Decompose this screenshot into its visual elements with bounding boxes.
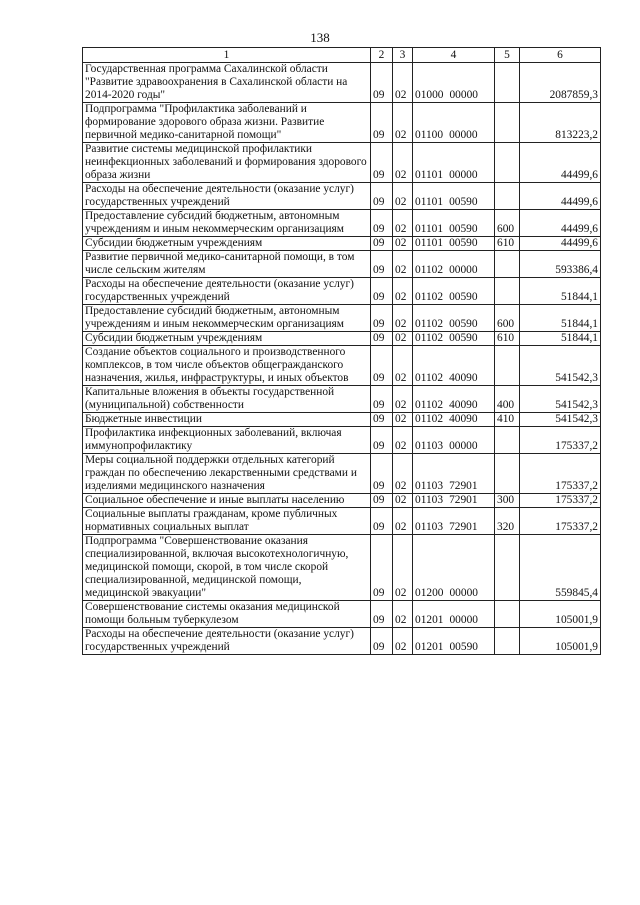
row-target-code xyxy=(413,535,495,601)
row-target-code xyxy=(413,278,495,305)
row-name: Бюджетные инвестиции xyxy=(83,413,371,427)
row-subsection: 02 xyxy=(393,332,413,346)
column-header: 6 xyxy=(520,48,601,63)
row-target-code xyxy=(413,427,495,454)
target-code-direction: 00590 xyxy=(449,291,478,303)
row-name: Капитальные вложения в объекты государственной (муниципальной) собственности xyxy=(83,386,371,413)
row-expense-type xyxy=(495,143,520,183)
table-row xyxy=(83,251,601,278)
column-header: 1 xyxy=(83,48,371,63)
table-row xyxy=(83,535,601,601)
row-subsection: 02 xyxy=(393,628,413,655)
target-code-program: 01103 xyxy=(415,480,444,492)
row-target-code xyxy=(413,63,495,103)
row-section: 09 xyxy=(371,427,393,454)
table-row xyxy=(83,278,601,305)
table-header-row xyxy=(83,48,601,63)
target-code-program: 01200 xyxy=(415,587,444,599)
row-expense-type: 610 xyxy=(495,332,520,346)
row-expense-type: 320 xyxy=(495,508,520,535)
page-number: 138 xyxy=(310,30,330,45)
row-section: 09 xyxy=(371,454,393,494)
table-row xyxy=(83,63,601,103)
row-expense-type: 300 xyxy=(495,494,520,508)
row-section: 09 xyxy=(371,346,393,386)
row-amount: 44499,6 xyxy=(520,143,601,183)
row-section: 09 xyxy=(371,305,393,332)
row-subsection: 02 xyxy=(393,413,413,427)
column-header: 3 xyxy=(393,48,413,63)
row-target-code xyxy=(413,454,495,494)
row-amount: 51844,1 xyxy=(520,278,601,305)
target-code-program: 01100 xyxy=(415,129,444,141)
row-expense-type xyxy=(495,454,520,494)
row-subsection: 02 xyxy=(393,535,413,601)
row-target-code xyxy=(413,494,495,508)
row-subsection: 02 xyxy=(393,237,413,251)
column-header: 2 xyxy=(371,48,393,63)
row-subsection: 02 xyxy=(393,278,413,305)
target-code-direction: 00590 xyxy=(449,641,478,653)
target-code-program: 01000 xyxy=(415,89,444,101)
table-row xyxy=(83,386,601,413)
target-code-program: 01102 xyxy=(415,413,444,425)
row-target-code xyxy=(413,143,495,183)
row-name: Развитие первичной медико-санитарной помощи, в том числе сельским жителям xyxy=(83,251,371,278)
row-section: 09 xyxy=(371,278,393,305)
target-code-direction: 00000 xyxy=(449,614,478,626)
row-subsection: 02 xyxy=(393,346,413,386)
row-amount: 105001,9 xyxy=(520,628,601,655)
row-amount: 51844,1 xyxy=(520,305,601,332)
row-subsection: 02 xyxy=(393,63,413,103)
row-section: 09 xyxy=(371,386,393,413)
row-subsection: 02 xyxy=(393,386,413,413)
row-expense-type xyxy=(495,601,520,628)
target-code-direction: 40090 xyxy=(449,413,478,425)
row-section: 09 xyxy=(371,628,393,655)
row-target-code xyxy=(413,237,495,251)
row-subsection: 02 xyxy=(393,305,413,332)
row-subsection: 02 xyxy=(393,183,413,210)
target-code-direction: 00000 xyxy=(449,440,478,452)
row-amount: 105001,9 xyxy=(520,601,601,628)
target-code-direction: 00590 xyxy=(449,196,478,208)
target-code-direction: 00590 xyxy=(449,237,478,249)
table-row xyxy=(83,413,601,427)
target-code-program: 01102 xyxy=(415,291,444,303)
table-row xyxy=(83,601,601,628)
row-name: Развитие системы медицинской профилактики неинфекционных заболеваний и формирования здорового образа жизни xyxy=(83,143,371,183)
row-expense-type: 410 xyxy=(495,413,520,427)
row-amount: 175337,2 xyxy=(520,454,601,494)
row-target-code xyxy=(413,305,495,332)
target-code-program: 01102 xyxy=(415,332,444,344)
row-subsection: 02 xyxy=(393,427,413,454)
table-row xyxy=(83,494,601,508)
target-code-program: 01201 xyxy=(415,614,444,626)
row-name: Государственная программа Сахалинской области "Развитие здравоохранения в Сахалинской области на 2014-2020 годы" xyxy=(83,63,371,103)
row-subsection: 02 xyxy=(393,454,413,494)
row-name: Субсидии бюджетным учреждениям xyxy=(83,237,371,251)
row-expense-type xyxy=(495,346,520,386)
row-target-code xyxy=(413,413,495,427)
row-name: Предоставление субсидий бюджетным, автономным учреждениям и иным некоммерческим организациям xyxy=(83,210,371,237)
row-section: 09 xyxy=(371,601,393,628)
row-expense-type xyxy=(495,183,520,210)
table-row xyxy=(83,103,601,143)
row-target-code xyxy=(413,332,495,346)
budget-table xyxy=(82,47,601,655)
row-section: 09 xyxy=(371,210,393,237)
row-section: 09 xyxy=(371,413,393,427)
column-header: 4 xyxy=(413,48,495,63)
row-subsection: 02 xyxy=(393,103,413,143)
row-expense-type xyxy=(495,278,520,305)
row-target-code xyxy=(413,601,495,628)
row-amount: 541542,3 xyxy=(520,413,601,427)
row-section: 09 xyxy=(371,143,393,183)
target-code-direction: 00000 xyxy=(449,587,478,599)
target-code-program: 01201 xyxy=(415,641,444,653)
row-expense-type xyxy=(495,251,520,278)
target-code-direction: 00590 xyxy=(449,332,478,344)
row-expense-type xyxy=(495,427,520,454)
row-amount: 593386,4 xyxy=(520,251,601,278)
row-name: Социальное обеспечение и иные выплаты населению xyxy=(83,494,371,508)
row-amount: 175337,2 xyxy=(520,494,601,508)
target-code-direction: 00000 xyxy=(449,89,478,101)
target-code-program: 01101 xyxy=(415,223,444,235)
row-target-code xyxy=(413,346,495,386)
row-target-code xyxy=(413,183,495,210)
target-code-program: 01102 xyxy=(415,264,444,276)
row-expense-type xyxy=(495,535,520,601)
row-section: 09 xyxy=(371,103,393,143)
target-code-program: 01101 xyxy=(415,237,444,249)
table-row xyxy=(83,628,601,655)
row-name: Расходы на обеспечение деятельности (оказание услуг) государственных учреждений xyxy=(83,183,371,210)
row-section: 09 xyxy=(371,251,393,278)
row-amount: 175337,2 xyxy=(520,508,601,535)
row-expense-type xyxy=(495,103,520,143)
row-amount: 559845,4 xyxy=(520,535,601,601)
target-code-direction: 00000 xyxy=(449,129,478,141)
row-name: Создание объектов социального и производственного комплексов, в том числе объектов общегражданского назначения, жилья, инфраструктуры, и иных объектов xyxy=(83,346,371,386)
table-row xyxy=(83,305,601,332)
row-name: Расходы на обеспечение деятельности (оказание услуг) государственных учреждений xyxy=(83,628,371,655)
row-amount: 541542,3 xyxy=(520,386,601,413)
table-row xyxy=(83,210,601,237)
row-target-code xyxy=(413,103,495,143)
row-amount: 44499,6 xyxy=(520,210,601,237)
table-row xyxy=(83,427,601,454)
row-subsection: 02 xyxy=(393,601,413,628)
row-subsection: 02 xyxy=(393,251,413,278)
row-name: Подпрограмма "Совершенствование оказания специализированной, включая высокотехнологичную, медицинской помощи, скорой, в том числе скорой специализированной, медицинской помощи, медицинской эвакуации" xyxy=(83,535,371,601)
table-row xyxy=(83,454,601,494)
row-section: 09 xyxy=(371,183,393,210)
row-target-code xyxy=(413,508,495,535)
target-code-program: 01102 xyxy=(415,372,444,384)
row-amount: 2087859,3 xyxy=(520,63,601,103)
row-name: Профилактика инфекционных заболеваний, включая иммунопрофилактику xyxy=(83,427,371,454)
table-row xyxy=(83,346,601,386)
row-expense-type: 610 xyxy=(495,237,520,251)
row-section: 09 xyxy=(371,494,393,508)
target-code-program: 01101 xyxy=(415,196,444,208)
row-section: 09 xyxy=(371,535,393,601)
row-name: Совершенствование системы оказания медицинской помощи больным туберкулезом xyxy=(83,601,371,628)
table-row xyxy=(83,237,601,251)
column-header: 5 xyxy=(495,48,520,63)
row-subsection: 02 xyxy=(393,143,413,183)
target-code-direction: 72901 xyxy=(449,494,478,506)
target-code-direction: 40090 xyxy=(449,372,478,384)
target-code-direction: 00000 xyxy=(449,169,478,181)
target-code-program: 01103 xyxy=(415,521,444,533)
row-expense-type: 600 xyxy=(495,210,520,237)
row-section: 09 xyxy=(371,237,393,251)
table-row xyxy=(83,143,601,183)
row-name: Расходы на обеспечение деятельности (оказание услуг) государственных учреждений xyxy=(83,278,371,305)
row-expense-type: 400 xyxy=(495,386,520,413)
table-row xyxy=(83,183,601,210)
row-target-code xyxy=(413,251,495,278)
row-target-code xyxy=(413,210,495,237)
row-expense-type xyxy=(495,63,520,103)
row-amount: 541542,3 xyxy=(520,346,601,386)
row-name: Социальные выплаты гражданам, кроме публичных нормативных социальных выплат xyxy=(83,508,371,535)
target-code-program: 01102 xyxy=(415,399,444,411)
row-amount: 813223,2 xyxy=(520,103,601,143)
row-expense-type: 600 xyxy=(495,305,520,332)
row-target-code xyxy=(413,628,495,655)
target-code-program: 01102 xyxy=(415,318,444,330)
target-code-direction: 00590 xyxy=(449,318,478,330)
target-code-program: 01103 xyxy=(415,494,444,506)
row-name: Субсидии бюджетным учреждениям xyxy=(83,332,371,346)
table-row xyxy=(83,508,601,535)
row-amount: 175337,2 xyxy=(520,427,601,454)
row-amount: 51844,1 xyxy=(520,332,601,346)
target-code-direction: 40090 xyxy=(449,399,478,411)
row-name: Подпрограмма "Профилактика заболеваний и формирование здорового образа жизни. Развитие первичной медико-санитарной помощи" xyxy=(83,103,371,143)
row-section: 09 xyxy=(371,63,393,103)
row-name: Меры социальной поддержки отдельных категорий граждан по обеспечению лекарственными средствами и изделиями медицинского назначения xyxy=(83,454,371,494)
table-row xyxy=(83,332,601,346)
row-subsection: 02 xyxy=(393,494,413,508)
target-code-program: 01103 xyxy=(415,440,444,452)
row-section: 09 xyxy=(371,508,393,535)
target-code-direction: 72901 xyxy=(449,521,478,533)
target-code-direction: 72901 xyxy=(449,480,478,492)
row-expense-type xyxy=(495,628,520,655)
row-name: Предоставление субсидий бюджетным, автономным учреждениям и иным некоммерческим организациям xyxy=(83,305,371,332)
row-target-code xyxy=(413,386,495,413)
row-subsection: 02 xyxy=(393,508,413,535)
target-code-direction: 00000 xyxy=(449,264,478,276)
row-section: 09 xyxy=(371,332,393,346)
target-code-direction: 00590 xyxy=(449,223,478,235)
row-amount: 44499,6 xyxy=(520,237,601,251)
row-subsection: 02 xyxy=(393,210,413,237)
row-amount: 44499,6 xyxy=(520,183,601,210)
target-code-program: 01101 xyxy=(415,169,444,181)
